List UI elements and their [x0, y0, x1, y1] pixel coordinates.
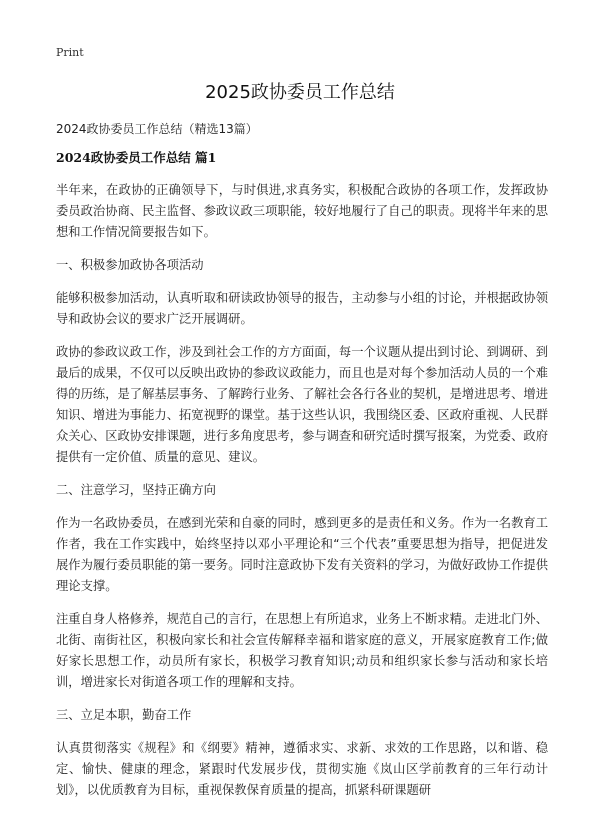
paragraph-2b: 注重自身人格修养，规范自己的言行，在思想上有所追求，业务上不断求精。走进北门外、北街、南街社区，积极向家长和社会宣传解释幸福和谐家庭的意义，开展家庭教育工作;做好家长思想工作，动员所有家长，积极学习教育知识;动员和组织家长参与活动和家长培训，增进家长对街道各项工作的理解和支持。 — [56, 612, 548, 689]
paragraph-2a: 作为一名政协委员，在感到光荣和自豪的同时，感到更多的是责任和义务。作为一名教育工作者，我在工作实践中，始终坚持以邓小平理论和“三个代表”重要思想为指导，把促进发展作为履行委员职能的第一要务。同时注意政协下发有关资料的学习，为做好政协工作提供理论支撑。 — [56, 516, 548, 593]
subheading-2: 二、注意学习，坚持正确方向 — [56, 483, 216, 497]
print-link[interactable]: Print — [56, 46, 84, 59]
document-title: 2025政协委员工作总结 — [205, 82, 395, 103]
subheading-1: 一、积极参加政协各项活动 — [56, 258, 204, 272]
section-heading: 2024政协委员工作总结 篇1 — [56, 150, 217, 165]
paragraph-1a: 能够积极参加活动，认真听取和研读政协领导的报告，主动参与小组的讨论，并根据政协领导和政协会议的要求广泛开展调研。 — [56, 291, 548, 326]
paragraph-1b: 政协的参政议政工作，涉及到社会工作的方方面面，每一个议题从提出到讨论、到调研、到最后的成果，不仅可以反映出政协的参政议政能力，而且也是对每个参加活动人员的一个难得的历练，是了解基层事务、了解跨行业务、了解社会各行各业的契机，是增进思考、增进知识、增进为事能力、拓宽视野的课堂。基于这些认识，我围绕区委、区政府重视、人民群众关心、区政协安排课题，进行多角度思考，参与调查和研究适时撰写报案，为党委、政府提供有一定价值、质量的意见、建议。 — [56, 345, 548, 464]
subheading-3: 三、立足本职，勤奋工作 — [56, 708, 192, 722]
document-subtitle: 2024政协委员工作总结（精选13篇） — [56, 122, 258, 136]
paragraph-3a: 认真贯彻落实《规程》和《纲要》精神，遵循求实、求新、求效的工作思路，以和谐、稳定、愉快、健康的理念，紧跟时代发展步伐，贯彻实施《岚山区学前教育的三年行动计划》，以优质教育为目标，重视保教保育质量的提高，抓紧科研课题研 — [56, 741, 548, 797]
paragraph-intro: 半年来，在政协的正确领导下，与时俱进,求真务实，积极配合政协的各项工作，发挥政协委员政治协商、民主监督、参政议政三项职能，较好地履行了自己的职责。现将半年来的思想和工作情况简要报告如下。 — [56, 183, 548, 239]
document-body — [56, 180, 548, 813]
